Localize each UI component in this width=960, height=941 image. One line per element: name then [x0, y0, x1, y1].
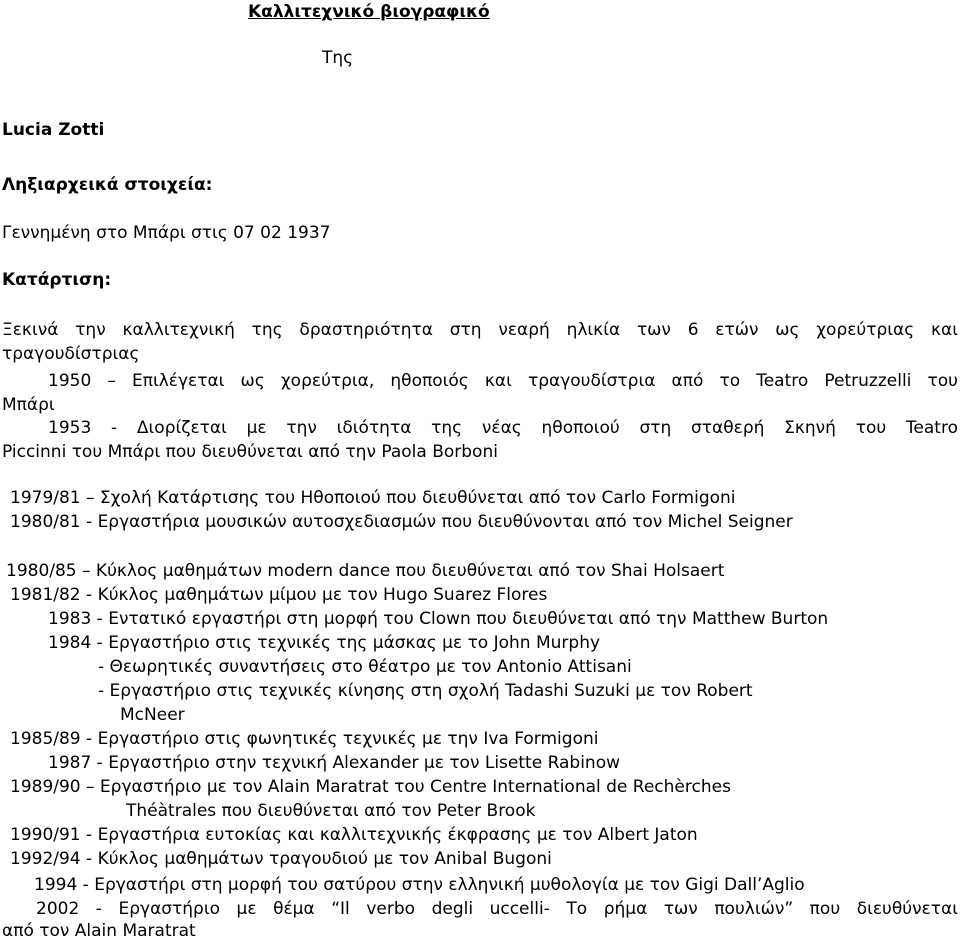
- bio-line: 1950 – Επιλέγεται ως χορεύτρια, ηθοποιός και τραγουδίστρια από το Teatro Petruzzelli του: [48, 371, 958, 391]
- bio-line: Μπάρι: [2, 395, 55, 415]
- bio-line: - Θεωρητικές συναντήσεις στο θέατρο με τον Antonio Attisani: [98, 657, 632, 677]
- bio-line: 1984 - Εργαστήριο στις τεχνικές της μάσκας με το John Murphy: [48, 633, 601, 653]
- bio-line: από τον Alain Maratrat: [2, 921, 196, 941]
- bio-line: 1992/94 - Κύκλος μαθημάτων τραγουδιού με τον Anibal Bugoni: [10, 849, 552, 869]
- bio-line: Ξεκινά την καλλιτεχνική της δραστηριότητα στη νεαρή ηλικία των 6 ετών ως χορεύτριας και: [2, 320, 958, 340]
- registry-heading: Ληξιαρχεικά στοιχεία:: [2, 175, 213, 195]
- document-title: Καλλιτεχνικό βιογραφικό: [248, 2, 490, 22]
- bio-line: 1980/85 – Κύκλος μαθημάτων modern dance που διευθύνεται από τον Shai Holsaert: [6, 561, 725, 581]
- bio-line: 1983 - Εντατικό εργαστήρι στη μορφή του Clown που διευθύνεται από την Matthew Burton: [48, 609, 829, 629]
- bio-line: 1953 - Διορίζεται με την ιδιότητα της νέας ηθοποιού στη σταθερή Σκηνή του Teatro: [48, 418, 958, 438]
- bio-line: 1990/91 - Εργαστήρια ευτοκίας και καλλιτεχνικής έκφρασης με τον Albert Jaton: [10, 825, 698, 845]
- bio-line: 2002 - Εργαστήριο με θέμα “Il verbo degli uccelli- Το ρήμα των πουλιών” που διευθύνεται: [36, 899, 958, 919]
- bio-line: 1981/82 - Κύκλος μαθημάτων μίμου με τον Hugo Suarez Flores: [10, 585, 548, 605]
- bio-line: τραγουδίστριας: [2, 344, 140, 364]
- training-heading: Κατάρτιση:: [2, 270, 112, 290]
- artist-name: Lucia Zotti: [2, 120, 105, 140]
- bio-line: 1980/81 - Εργαστήρια μουσικών αυτοσχεδιασμών που διευθύνονται από τον Michel Seigner: [10, 512, 793, 532]
- bio-line: 1987 - Εργαστήριο στην τεχνική Alexander με τον Lisette Rabinow: [48, 753, 621, 773]
- bio-line: Théàtrales που διευθύνεται από τον Peter Brook: [126, 801, 536, 821]
- birth-line: Γεννημένη στο Μπάρι στις 07 02 1937: [2, 223, 331, 243]
- bio-line: McNeer: [120, 705, 185, 725]
- bio-line: Piccinni του Μπάρι που διευθύνεται από την Paola Borboni: [2, 442, 498, 462]
- bio-line: 1985/89 - Εργαστήριο στις φωνητικές τεχνικές με την Iva Formigoni: [10, 729, 599, 749]
- bio-line: 1989/90 – Εργαστήριο με τον Alain Maratrat του Centre International de Rechèrches: [10, 777, 731, 797]
- bio-line: 1994 - Εργαστήρι στη μορφή του σατύρου στην ελληνική μυθολογία με τον Gigi Dall’Aglio: [34, 875, 805, 895]
- subtitle: Της: [322, 48, 354, 68]
- bio-line: 1979/81 – Σχολή Κατάρτισης του Ηθοποιού που διευθύνεται από τον Carlo Formigoni: [10, 488, 736, 508]
- bio-line: - Εργαστήριο στις τεχνικές κίνησης στη σχολή Tadashi Suzuki με τον Robert: [98, 681, 753, 701]
